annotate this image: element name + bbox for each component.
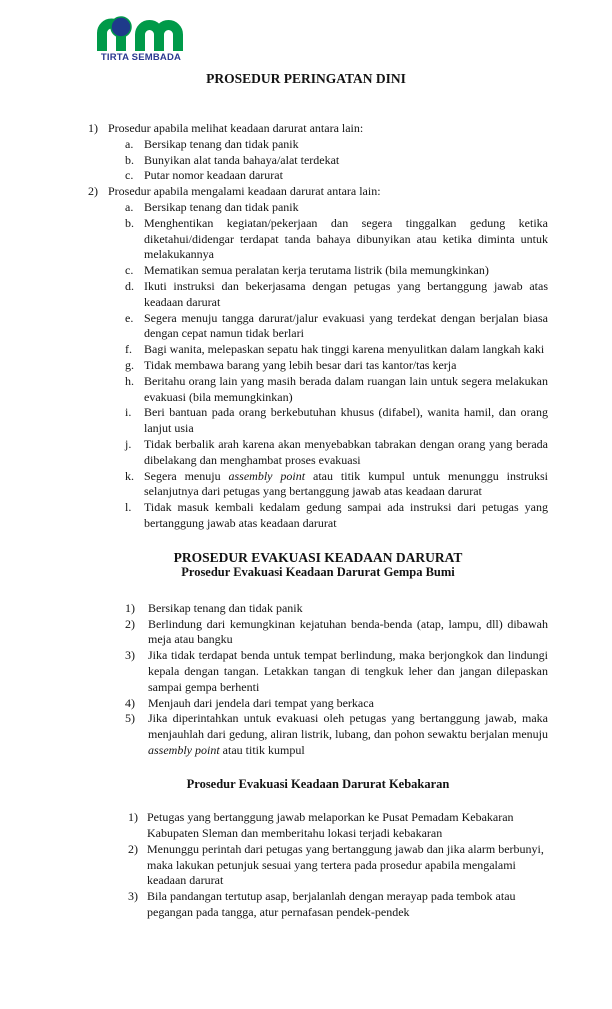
text-before: Mematikan semua peralatan kerja terutama listrik (bila memungkinkan) <box>144 263 489 278</box>
page-title: PROSEDUR PERINGATAN DINI <box>206 71 406 86</box>
sublist-item <box>125 153 548 169</box>
sublist-item <box>125 469 548 501</box>
list-item-text <box>147 889 548 921</box>
text-before: Menghentikan kegiatan/pekerjaan dan segera tinggalkan gedung ketika diketahui/didengar terdapat tanda bahaya dibunyikan atau ketika diminta untuk melakukannya <box>144 215 548 262</box>
list-item-text <box>144 311 548 343</box>
document-body <box>88 121 548 921</box>
list-item-marker: 1) <box>128 810 138 825</box>
list-item-marker: e. <box>125 310 134 325</box>
list-item-text <box>144 279 548 311</box>
section-title-kebakaran: Prosedur Evakuasi Keadaan Darurat Kebakaran <box>186 776 450 791</box>
list-item-text <box>144 405 548 437</box>
text-before: Berlindung dari kemungkinan kejatuhan benda-benda (atap, lampu, dll) dibawah meja atau bangku <box>148 616 548 647</box>
list-item-marker: 1) <box>125 600 135 615</box>
text-before: Bersikap tenang dan tidak panik <box>144 136 299 151</box>
list-item-marker: b. <box>125 215 134 230</box>
list-item-marker: a. <box>125 136 134 151</box>
text-before: Segera menuju tangga darurat/jalur evakuasi yang terdekat dengan berjalan biasa dengan cepat namun tidak berlari <box>144 310 548 341</box>
sublist-item <box>125 358 548 374</box>
sublist-mengalami <box>125 200 548 532</box>
text-after: atau titik kumpul <box>219 742 305 757</box>
sublist-item <box>125 374 548 406</box>
list-item-text <box>144 500 548 532</box>
text-before: Tidak berbalik arah karena akan menyebabkan tabrakan dengan orang yang berada dibelakang dan menghambat proses evakuasi <box>144 436 548 467</box>
section-title-evakuasi: PROSEDUR EVAKUASI KEADAAN DARURAT <box>173 549 463 565</box>
list-item-text <box>144 342 548 358</box>
text-before: Beri bantuan pada orang berkebutuhan khusus (difabel), wanita hamil, dan orang lanjut usia <box>144 405 548 436</box>
text-before: Putar nomor keadaan darurat <box>144 168 283 183</box>
list-item-text <box>148 617 548 649</box>
list-item-mengalami <box>88 184 548 200</box>
tirta-sembada-logo-icon <box>95 16 187 51</box>
list-item <box>125 617 548 649</box>
sublist-melihat <box>125 137 548 184</box>
list-item-text <box>148 711 548 758</box>
text-before: Jika diperintahkan untuk evakuasi oleh petugas yang bertanggung jawab, maka menjauhlah dari gedung, aliran listrik, lubang, dan pohon sewaktu berjalan menuju <box>148 711 548 742</box>
text-before: Menjauh dari jendela dari tempat yang berkaca <box>148 695 374 710</box>
list-item-marker: 2) <box>125 616 135 631</box>
sublist-item <box>125 311 548 343</box>
section-subtitle-gempa: Prosedur Evakuasi Keadaan Darurat Gempa Bumi <box>181 565 455 580</box>
text-before: Bunyikan alat tanda bahaya/alat terdekat <box>144 152 340 167</box>
list-item <box>125 601 548 617</box>
sublist-item <box>125 437 548 469</box>
list-item-marker: 5) <box>125 711 135 726</box>
list-item-text <box>148 696 548 712</box>
text-before: Bersikap tenang dan tidak panik <box>144 199 299 214</box>
list-item-marker: 3) <box>128 889 138 904</box>
list-item <box>125 711 548 758</box>
list-kebakaran <box>128 810 548 921</box>
text-italic: assembly point <box>228 468 306 483</box>
list-item-text <box>144 137 548 153</box>
text-after: atau titik kumpul untuk menunggu instruksi selanjutnya dari petugas yang bertanggung jawab atas keadaan darurat <box>144 468 548 499</box>
list-item-marker: c. <box>125 263 134 278</box>
list-item-marker: 3) <box>125 648 135 663</box>
text-before: Beritahu orang lain yang masih berada dalam ruangan lain untuk segera melakukan evakuasi (bila memungkinkan) <box>144 373 548 404</box>
list-item-text <box>144 437 548 469</box>
list-item-marker: h. <box>125 373 134 388</box>
list-item-text <box>144 263 548 279</box>
text-before: Tidak masuk kembali kedalam gedung sampai ada instruksi dari petugas yang bertanggung jawab atas keadaan darurat <box>144 500 548 530</box>
logo-globe-icon <box>111 17 131 37</box>
text-before: Menunggu perintah dari petugas yang bertanggung jawab dan jika alarm berbunyi, maka lakukan petunjuk sesuai yang tertera pada prosedur apabila mengalami keadaan darurat <box>147 841 544 888</box>
list-item <box>125 696 548 712</box>
list-item-marker: b. <box>125 152 134 167</box>
text-before: Bersikap tenang dan tidak panik <box>148 600 303 615</box>
list-item-text: Prosedur apabila melihat keadaan darurat antara lain: <box>108 121 364 135</box>
list-item-marker: f. <box>125 342 132 357</box>
logo-arch-m <box>140 25 178 51</box>
sublist-item <box>125 137 548 153</box>
text-before: Ikuti instruksi dan bekerjasama dengan petugas yang bertanggung jawab atas keadaan darurat <box>144 278 548 309</box>
list-item-text <box>144 216 548 263</box>
list-item-text <box>148 601 548 617</box>
logo-block <box>94 16 188 63</box>
sublist-item <box>125 405 548 437</box>
list-item-text <box>144 358 548 374</box>
list-item-marker: a. <box>125 199 134 214</box>
list-item <box>128 889 548 921</box>
list-item-marker: 4) <box>125 695 135 710</box>
text-before: Segera menuju <box>144 468 229 483</box>
list-item <box>128 810 548 842</box>
list-item-melihat <box>88 121 548 137</box>
list-item-marker: c. <box>125 168 134 183</box>
sublist-item <box>125 342 548 358</box>
sublist-item <box>125 500 548 532</box>
list-item-marker: k. <box>125 468 134 483</box>
sublist-item <box>125 263 548 279</box>
list-item-marker: 1) <box>88 121 98 135</box>
list-item-text <box>144 374 548 406</box>
sublist-item <box>125 279 548 311</box>
text-italic: assembly point <box>148 742 220 757</box>
text-before: Jika tidak terdapat benda untuk tempat berlindung, maka berjongkok dan lindungi kepala dengan tangan. Letakkan tangan di tengkuk leher dan jangan dilepaskan sampai gempa berhenti <box>148 648 548 694</box>
list-item <box>128 842 548 889</box>
list-item-marker: j. <box>125 436 132 451</box>
text-before: Bagi wanita, melepaskan sepatu hak tinggi karena menyulitkan dalam langkah kaki <box>144 342 545 357</box>
list-item-marker: 2) <box>88 184 98 199</box>
sublist-item <box>125 168 548 184</box>
sublist-item <box>125 216 548 263</box>
list-item-marker: l. <box>125 500 132 515</box>
list-item-text <box>144 469 548 501</box>
list-item-text: Prosedur apabila mengalami keadaan darurat antara lain: <box>108 184 381 199</box>
list-item <box>125 648 548 695</box>
list-item-text <box>144 200 548 216</box>
list-item-marker: 2) <box>128 841 138 856</box>
text-before: Petugas yang bertanggung jawab melaporkan ke Pusat Pemadam Kebakaran Kabupaten Sleman dan memberitahu lokasi terjadi kebakaran <box>147 810 514 840</box>
list-item-marker: i. <box>125 405 132 420</box>
list-item-marker: d. <box>125 278 134 293</box>
list-item-text <box>144 168 548 184</box>
list-item-text <box>144 153 548 169</box>
list-item-text <box>147 842 548 889</box>
sublist-item <box>125 200 548 216</box>
logo-text: TIRTA SEMBADA <box>100 52 182 63</box>
list-item-marker: g. <box>125 357 134 372</box>
text-before: Tidak membawa barang yang lebih besar dari tas kantor/tas kerja <box>144 357 457 372</box>
text-before: Bila pandangan tertutup asap, berjalanlah dengan merayap pada tembok atau pegangan pada tangga, atur pernafasan pendek-pendek <box>147 889 516 919</box>
list-item-text <box>148 648 548 695</box>
list-item-text <box>147 810 548 842</box>
list-gempa <box>125 601 548 759</box>
